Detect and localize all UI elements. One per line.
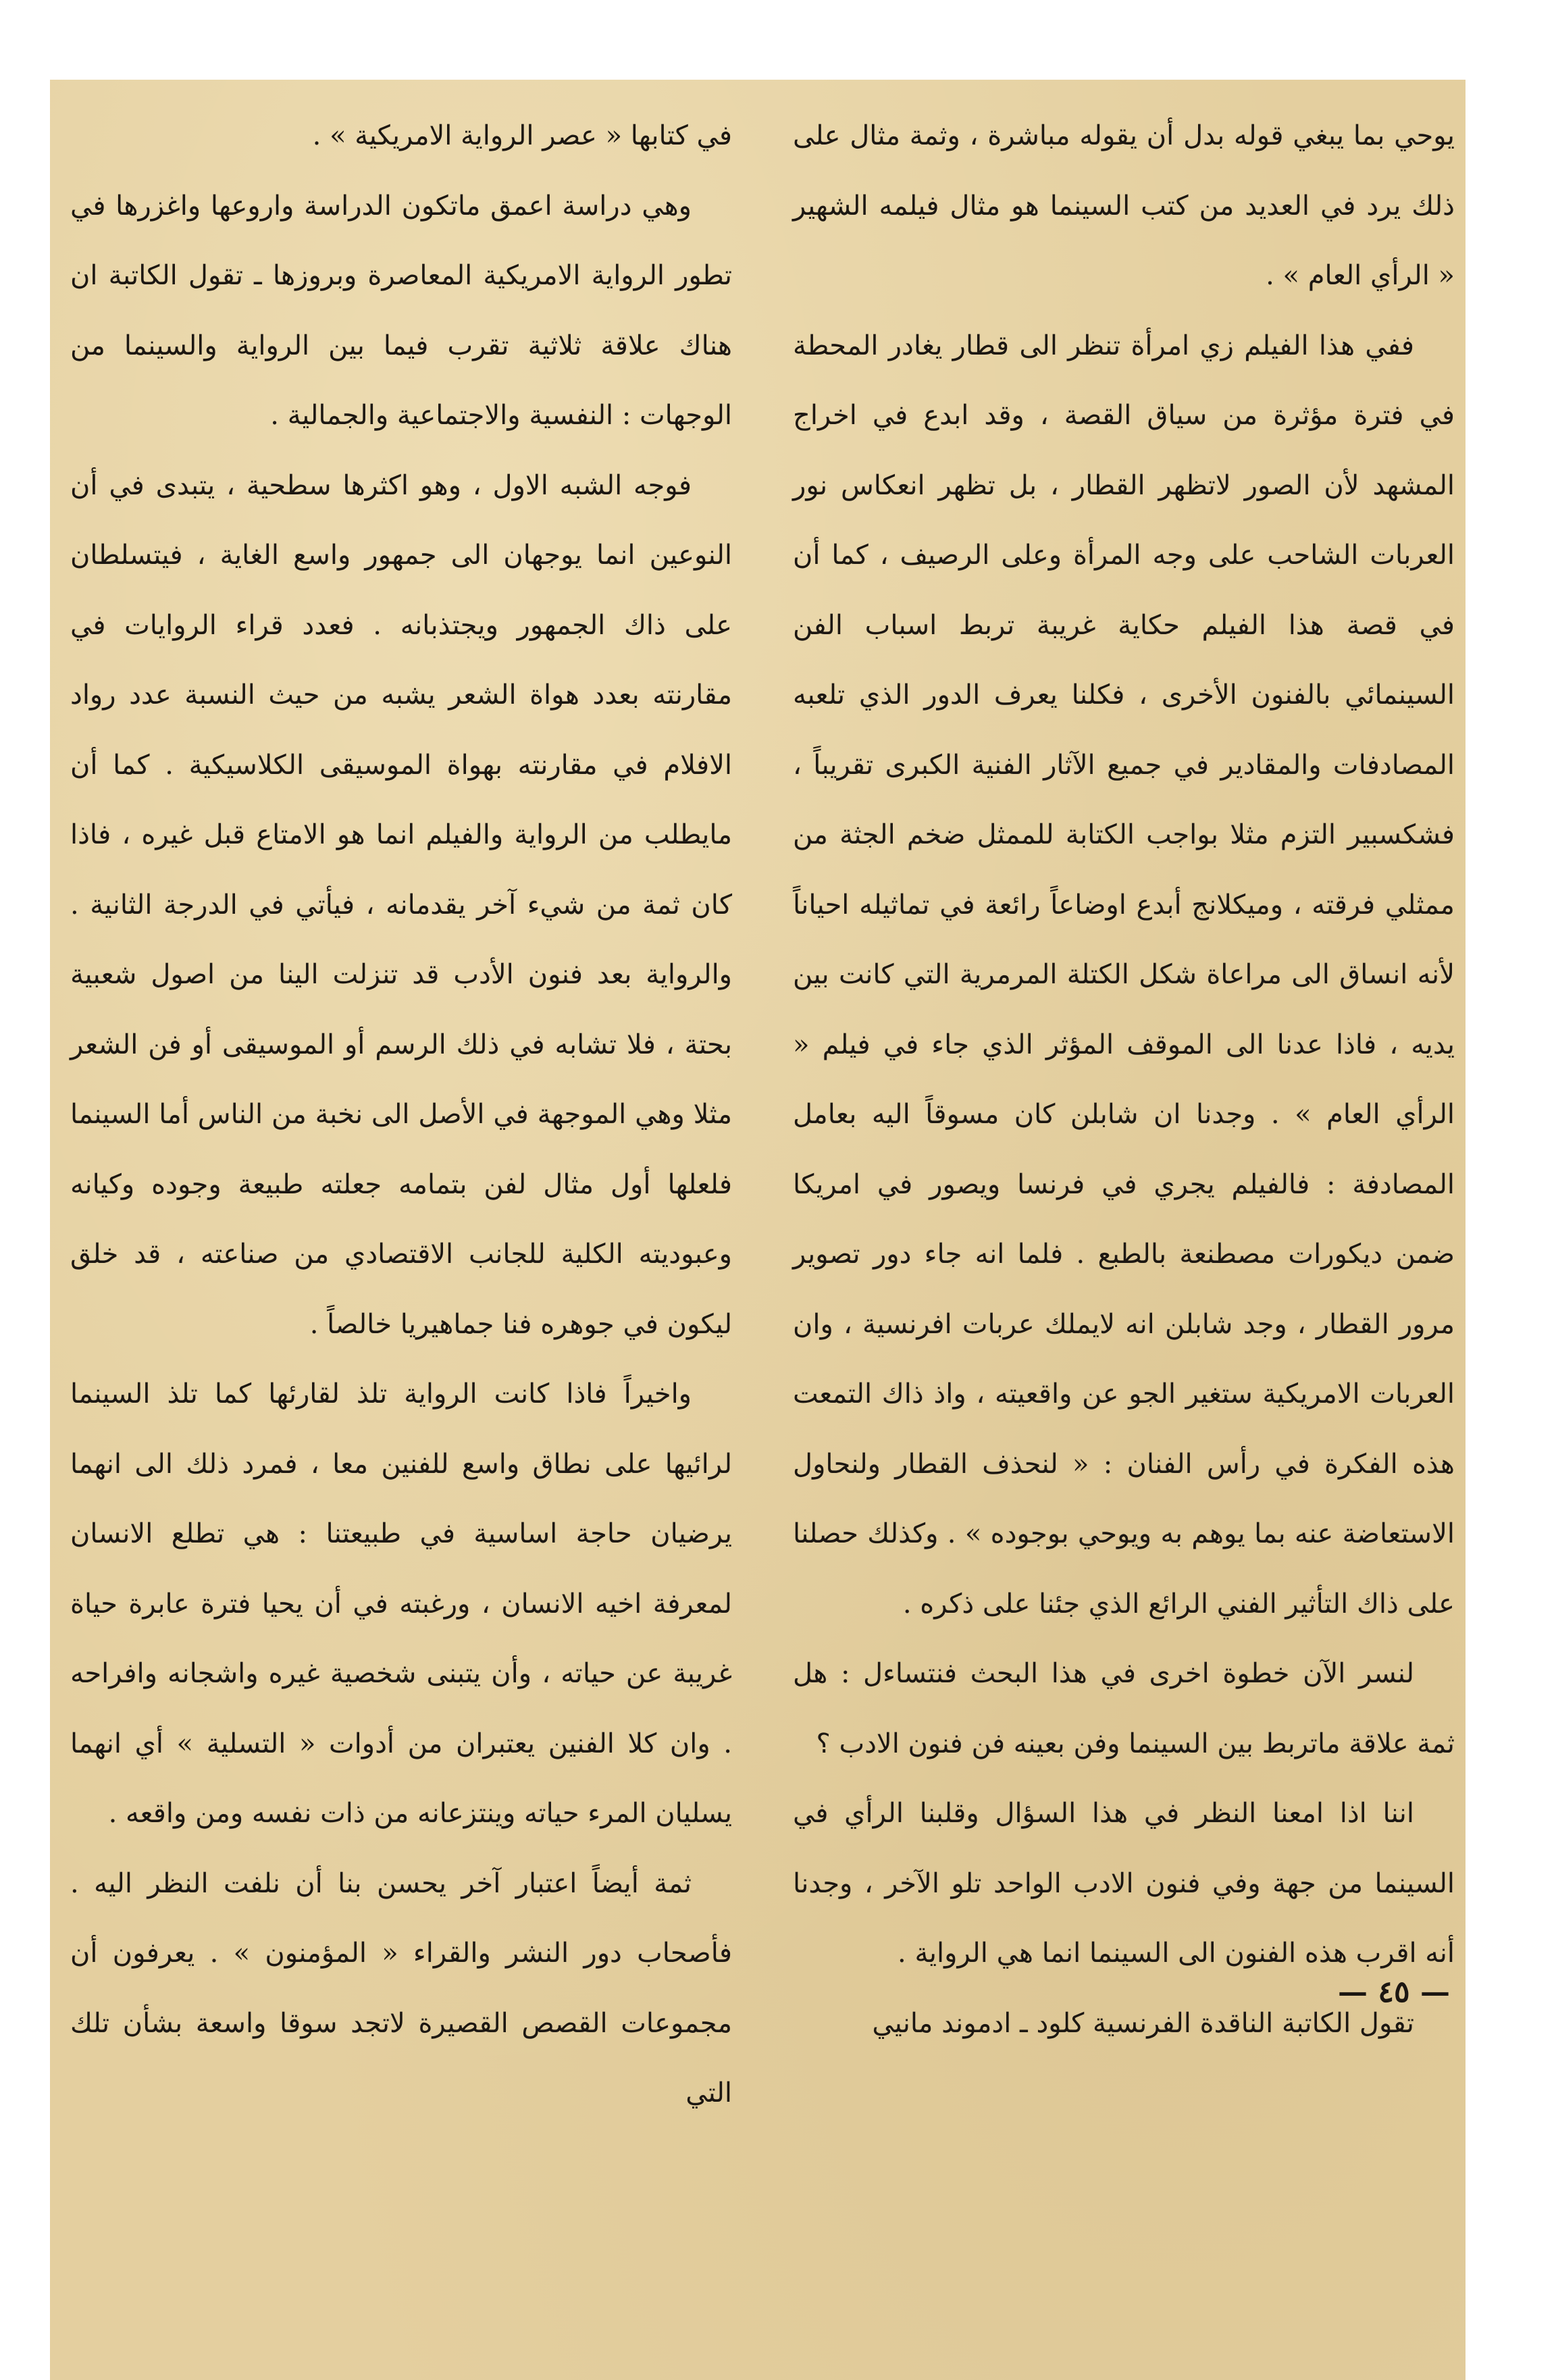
paragraph: ففي هذا الفيلم زي امرأة تنظر الى قطار يغادر المحطة في فترة مؤثرة من سياق القصة ، وقد ابدع في اخراج المشهد لأن الصور لاتظهر القطار ، بل تظهر انعكاس نور العربات الشاحب على وجه المرأة وعلى الرصيف ، كما أن في قصة هذا الفيلم حكاية غريبة تربط اسباب الفن السينمائي بالفنون الأخرى ، فكلنا يعرف الدور الذي تلعبه المصادفات والمقادير في جميع الآثار الفنية الكبرى تقريباً ، فشكسبير التزم مثلا بواجب الكتابة للممثل ضخم الجثة من ممثلي فرقته ، وميكلانج أبدع اوضاعاً رائعة في تماثيله احياناً لأنه انساق الى مراعاة شكل الكتلة المرمرية التي كانت بين يديه ، فاذا عدنا الى الموقف المؤثر الذي جاء في فيلم « الرأي العام » . وجدنا ان شابلن كان مسوقاً اليه بعامل المصادفة : فالفيلم يجري في فرنسا ويصور في امريكا ضمن ديكورات مصطنعة بالطبع . فلما انه جاء دور تصوير مرور القطار ، وجد شابلن انه لايملك عربات افرنسية ، وان العربات الامريكية ستغير الجو عن واقعيته ، واذ ذاك التمعت هذه الفكرة في رأس الفنان : « لنحذف القطار ولنحاول الاستعاضة عنه بما يوهم به ويوحي بوجوده » . وكذلك حصلنا على ذاك التأثير الفني الرائع الذي جئنا على ذكره . bbox=[793, 330, 1455, 1620]
paragraph: في كتابها « عصر الرواية الامريكية » . bbox=[312, 120, 732, 151]
paragraph: لنسر الآن خطوة اخرى في هذا البحث فنتساءل : هل ثمة علاقة ماتربط بين السينما وفن بعينه فن فنون الادب ؟ bbox=[793, 1658, 1455, 1759]
page-number: — ٤٥ — bbox=[1338, 1975, 1450, 2009]
paragraph: اننا اذا امعنا النظر في هذا السؤال وقلبنا الرأي في السينما من جهة وفي فنون الادب الواحد تلو الآخر ، وجدنا أنه اقرب هذه الفنون الى السينما انما هي الرواية . bbox=[793, 1798, 1455, 1969]
paragraph: يوحي بما يبغي قوله بدل أن يقوله مباشرة ، وثمة مثال على ذلك يرد في العديد من كتب السينما هو مثال فيلمه الشهير « الرأي العام » . bbox=[793, 120, 1455, 291]
paragraph: تقول الكاتبة الناقدة الفرنسية كلود ـ ادموند مانيي bbox=[872, 2007, 1414, 2039]
paragraph: واخيراً فاذا كانت الرواية تلذ لقارئها كما تلذ السينما لرائيها على نطاق واسع للفنين معا ، فمرد ذلك الى انهما يرضيان حاجة اساسية في طبيعتنا : هي تطلع الانسان لمعرفة اخيه الانسان ، ورغبته في أن يحيا فترة عابرة حياة غريبة عن حياته ، وأن يتبنى شخصية غيره واشجانه وافراحه . وان كلا الفنين يعتبران من أدوات « التسلية » أي انهما يسليان المرء حياته وينتزعانه من ذات نفسه ومن واقعه . bbox=[70, 1378, 732, 1829]
left-text-column bbox=[70, 101, 732, 2109]
paragraph: وهي دراسة اعمق ماتكون الدراسة واروعها واغزرها في تطور الرواية الامريكية المعاصرة وبروزها ـ تقول الكاتبة ان هناك علاقة ثلاثية تقرب فيما بين الرواية والسينما من الوجهات : النفسية والاجتماعية والجمالية . bbox=[70, 190, 732, 431]
right-text-column bbox=[793, 101, 1455, 2060]
paragraph: فوجه الشبه الاول ، وهو اكثرها سطحية ، يتبدى في أن النوعين انما يوجهان الى جمهور واسع الغاية ، فيتسلطان على ذاك الجمهور ويجتذبانه . فعدد قراء الروايات في مقارنته بعدد هواة الشعر يشبه من حيث النسبة عدد رواد الافلام في مقارنته بهواة الموسيقى الكلاسيكية . كما أن مايطلب من الرواية والفيلم انما هو الامتاع قبل غيره ، فاذا كان ثمة من شيء آخر يقدمانه ، فيأتي في الدرجة الثانية . والرواية بعد فنون الأدب قد تنزلت الينا من اصول شعبية بحتة ، فلا تشابه في ذلك الرسم أو الموسيقى أو فن الشعر مثلا وهي الموجهة في الأصل الى نخبة من الناس أما السينما فلعلها أول مثال لفن بتمامه جعلته طبيعة وجوده وكيانه وعبوديته الكلية للجانب الاقتصادي من صناعته ، قد خلق ليكون في جوهره فنا جماهيريا خالصاً . bbox=[70, 469, 732, 1340]
page-content bbox=[57, 101, 1461, 2127]
paragraph: ثمة أيضاً اعتبار آخر يحسن بنا أن نلفت النظر اليه . فأصحاب دور النشر والقراء « المؤمنون » . يعرفون أن مجموعات القصص القصيرة لاتجد سوقا واسعة بشأن تلك التي bbox=[70, 1867, 732, 2109]
